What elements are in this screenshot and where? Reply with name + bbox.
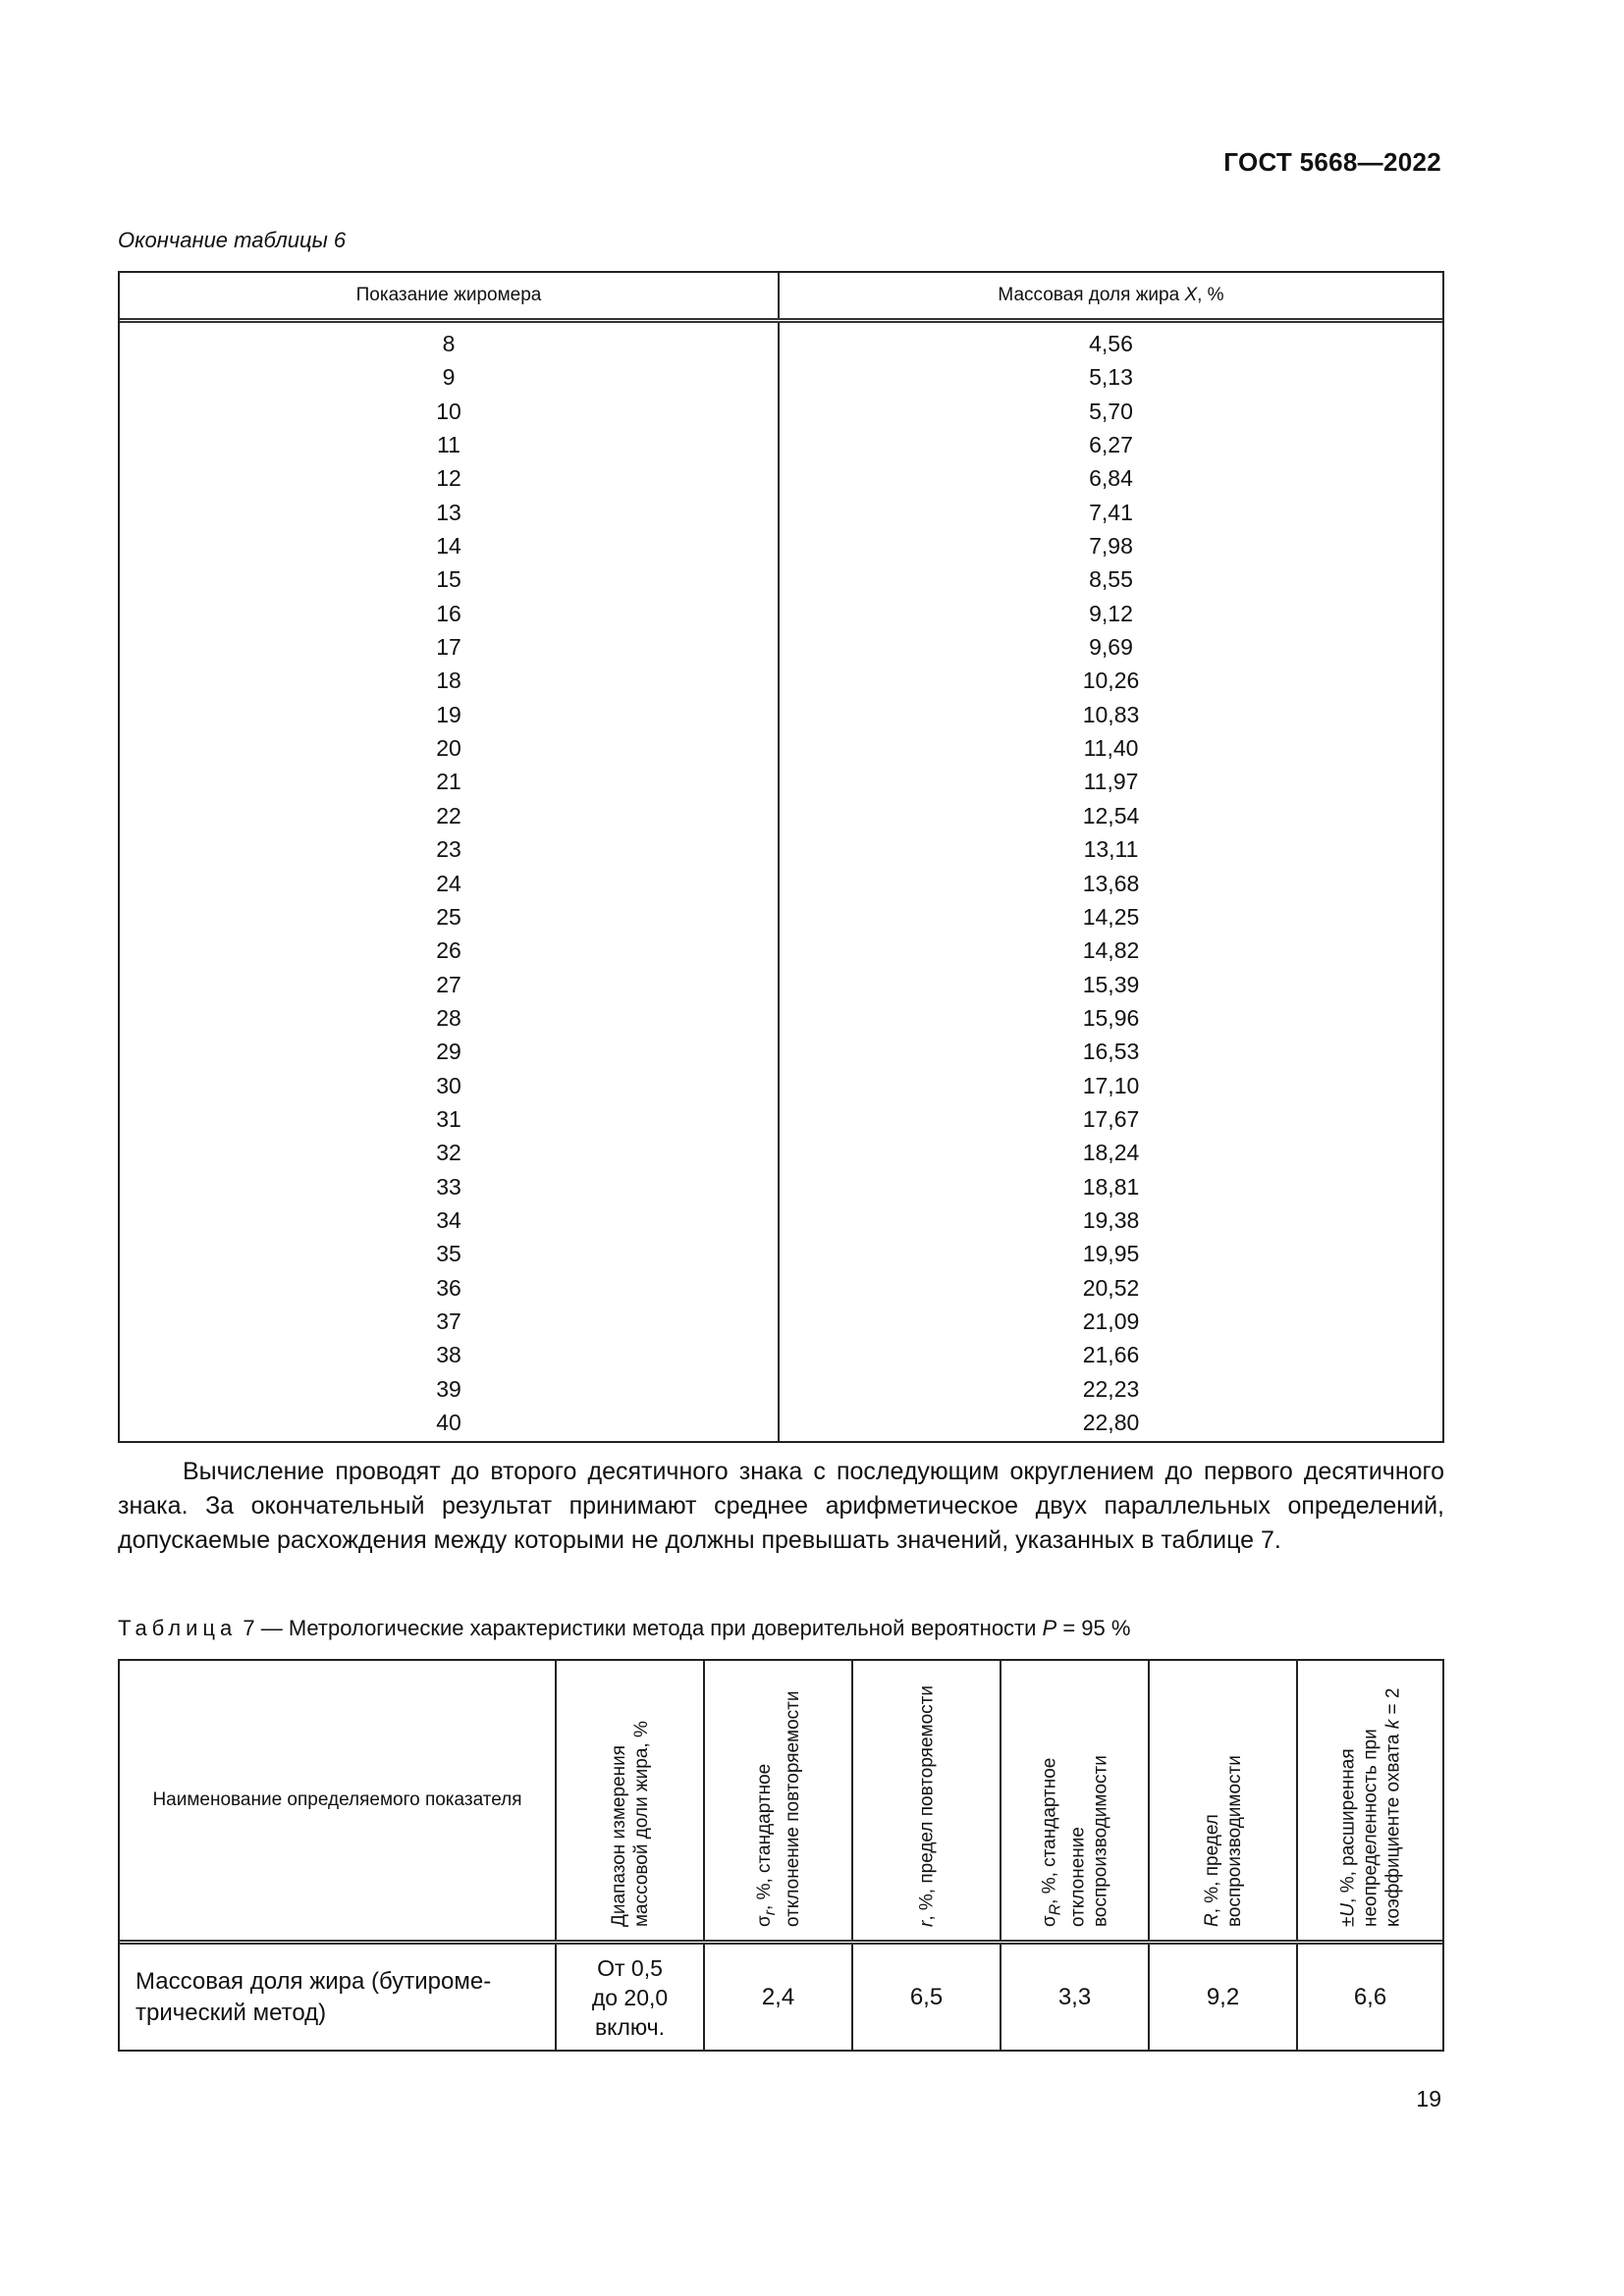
header-R-text: R, %, предел воспроизводимости [1201, 1755, 1245, 1927]
table-6-reading-cell: 20 [436, 735, 461, 762]
table-6-reading-cell: 8 [442, 331, 456, 356]
row-sigma-r: 2,4 [705, 1945, 853, 2051]
standard-designation: ГОСТ 5668—2022 [1223, 147, 1441, 177]
table-6-fat-cell: 16,53 [1082, 1039, 1140, 1065]
table-7-data-row [120, 1945, 1442, 2051]
table-6-col1 [120, 323, 780, 1441]
table-6-fat-cell: 20,52 [1082, 1274, 1140, 1301]
table-6-reading-cell: 19 [436, 701, 461, 727]
table-6-fat-cell: 6,27 [1089, 432, 1133, 458]
table-6-reading-cell: 32 [436, 1140, 461, 1166]
table-7-caption-text: 7 — Метрологические характеристики метода при доверительной вероятности P = 95 % [243, 1616, 1131, 1640]
table-6-fat-cell: 13,68 [1082, 870, 1140, 896]
table-6-fat-cell: 18,24 [1082, 1140, 1140, 1166]
table-6-col2 [780, 323, 1442, 1441]
table-6-fat-cell: 19,38 [1082, 1206, 1140, 1233]
table-6-reading-cell: 34 [436, 1206, 461, 1233]
table-7-header-r [853, 1661, 1001, 1940]
table-7-caption-label: Таблица [118, 1616, 238, 1640]
table-6-fat-cell: 13,11 [1083, 836, 1139, 863]
table-6-fat-cell: 11,97 [1083, 769, 1139, 795]
table-6-reading-cell: 13 [436, 499, 461, 525]
table-6-fat-cell: 17,67 [1082, 1105, 1140, 1132]
table-6-fat-cell: 14,82 [1082, 937, 1140, 964]
table-6-fat-cell: 11,40 [1083, 735, 1139, 762]
table-7-header-row [120, 1661, 1442, 1945]
table-6-reading-cell: 15 [436, 566, 461, 593]
table-6-caption: Окончание таблицы 6 [118, 228, 347, 252]
table-6-reading-cell: 28 [436, 1004, 461, 1031]
page-number: 19 [1416, 2086, 1441, 2111]
table-6-reading-cell: 40 [436, 1410, 461, 1435]
table-6-fat-cell: 6,84 [1089, 465, 1133, 492]
table-6-reading-cell: 39 [436, 1375, 461, 1402]
row-R: 9,2 [1150, 1945, 1298, 2051]
table-6-reading-cell: 38 [436, 1342, 461, 1368]
table-7-header-sigma-r [705, 1661, 853, 1940]
table-7-header-sigma-R [1001, 1661, 1150, 1940]
table-6-reading-cell: 22 [436, 802, 461, 828]
table-6-reading-cell: 33 [436, 1173, 461, 1200]
header-r-text: r, %, предел повторяемости [916, 1685, 937, 1927]
table-6-fat-cell: 12,54 [1082, 802, 1140, 828]
table-6-reading-cell: 24 [436, 870, 461, 896]
row-range-text: От 0,5 до 20,0 включ. [591, 1955, 669, 2040]
table-7-caption [118, 1616, 1130, 1641]
table-6-fat-cell: 8,55 [1089, 566, 1133, 593]
header-sigma-r-text: $\sigma_r$, %, стандартное отклонение повторяемости [753, 1690, 803, 1927]
table-6-fat-cell: 22,23 [1082, 1375, 1140, 1402]
table-6-reading-cell: 29 [436, 1039, 461, 1065]
table-6-fat-cell: 15,96 [1082, 1004, 1140, 1031]
table-6-fat-cell: 21,66 [1082, 1342, 1140, 1368]
table-6-fat-cell: 15,39 [1082, 971, 1140, 997]
table-7-header-range [557, 1661, 705, 1940]
table-6-reading-cell: 30 [436, 1072, 461, 1098]
table-6-fat-cell: 10,26 [1082, 667, 1140, 694]
table-6-fat-cell: 7,98 [1089, 533, 1133, 560]
row-sigma-R: 3,3 [1001, 1945, 1150, 2051]
table-6-fat-cell: 4,56 [1089, 331, 1133, 356]
table-6-col2-header: Массовая доля жира X , % [998, 285, 1224, 305]
body-paragraph [118, 1455, 1444, 1558]
table-6-reading-cell: 12 [436, 465, 461, 492]
header-U-text: ±U, %, расширенная неопределенность при коэффициенте охвата k = 2 [1337, 1687, 1403, 1927]
table-6-fat-cell: 19,95 [1082, 1241, 1140, 1267]
row-r: 6,5 [853, 1945, 1001, 2051]
table-6-col1-header: Показание жиромера [120, 273, 780, 318]
paragraph-text: Вычисление проводят до второго десятичного знака с последующим округлением до первого десятичного знака. За окончательный результат принимают среднее арифметическое двух параллельных определений, допускаемые расхождения между которыми не должны превышать значений, указанных в таблице 7. [118, 1458, 1444, 1554]
table-7-header-U [1298, 1661, 1442, 1940]
table-6 [118, 271, 1444, 1443]
table-6-reading-cell: 17 [436, 634, 461, 661]
row-U: 6,6 [1353, 1984, 1387, 2010]
table-6-fat-cell: 14,25 [1082, 903, 1140, 930]
table-6-reading-cell: 9 [442, 364, 456, 391]
table-6-fat-cell: 9,12 [1089, 600, 1133, 626]
table-6-reading-cell: 27 [436, 971, 461, 997]
row-name-text: Массовая доля жира (бутироме- трический метод) [135, 1968, 492, 2026]
table-6-reading-cell: 25 [436, 903, 461, 930]
table-6-reading-cell: 26 [436, 937, 461, 964]
table-6-fat-cell: 17,10 [1082, 1072, 1140, 1098]
table-6-reading-cell: 31 [436, 1105, 461, 1132]
table-6-reading-cell: 14 [436, 533, 461, 560]
table-7 [118, 1659, 1444, 2052]
table-6-reading-cell: 36 [436, 1274, 461, 1301]
row-range [557, 1945, 705, 2051]
table-7-header-R [1150, 1661, 1298, 1940]
table-6-reading-cell: 16 [436, 600, 461, 626]
header-range-text: Диапазон измерения массовой доли жира, % [608, 1721, 652, 1927]
table-6-reading-cell: 10 [436, 398, 461, 424]
table-6-fat-cell: 9,69 [1089, 634, 1133, 661]
table-6-fat-cell: 18,81 [1082, 1173, 1140, 1200]
table-6-fat-cell: 22,80 [1082, 1410, 1140, 1435]
table-6-reading-cell: 23 [436, 836, 461, 863]
table-6-reading-cell: 18 [436, 667, 461, 694]
table-6-fat-cell: 5,70 [1089, 398, 1133, 424]
table-6-reading-cell: 35 [436, 1241, 461, 1267]
table-6-body [120, 323, 1442, 1441]
header-name-text: Наименование определяемого показателя [152, 1789, 522, 1810]
table-6-fat-cell: 10,83 [1082, 701, 1140, 727]
table-7-header-name [120, 1661, 557, 1940]
table-6-reading-cell: 37 [436, 1308, 461, 1334]
row-name [120, 1945, 557, 2051]
table-6-reading-cell: 11 [437, 432, 460, 458]
table-6-reading-cell: 21 [436, 769, 461, 795]
table-6-fat-cell: 5,13 [1089, 364, 1133, 391]
table-6-fat-cell: 7,41 [1089, 499, 1133, 525]
table-6-fat-cell: 21,09 [1082, 1308, 1140, 1334]
table-6-header [120, 273, 1442, 323]
header-sigma-R-text: $\sigma_R$, %, стандартное отклонение воспроизводимости [1039, 1755, 1110, 1927]
